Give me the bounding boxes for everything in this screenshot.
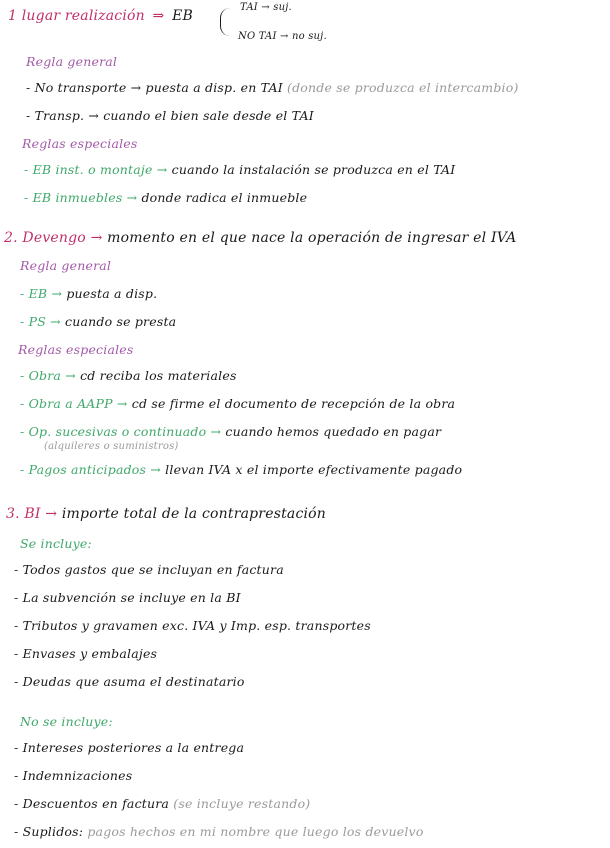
s3-noinc-item-1: - Intereses posteriores a la entrega bbox=[14, 740, 245, 755]
s2-general-item-1 bbox=[20, 286, 157, 301]
no-tai-line: NO TAI → no suj. bbox=[238, 31, 327, 42]
s2-general-item-2-text: cuando se presta bbox=[65, 314, 177, 329]
s1-especial-item-1 bbox=[24, 162, 455, 177]
s1-especial-item-2-label: - EB inmuebles → bbox=[24, 190, 138, 205]
s2-especial-item-2 bbox=[20, 396, 455, 411]
s3-noinc-item-4-text: pagos hechos en mi nombre que luego los devuelvo bbox=[87, 824, 424, 839]
s2-general-item-2 bbox=[20, 314, 176, 329]
s2-especial-item-3-text: cuando hemos quedado en pagar bbox=[225, 424, 442, 439]
s2-reglas-especiales: Reglas especiales bbox=[18, 342, 134, 357]
eb-label: EB bbox=[172, 8, 194, 24]
s1-especial-item-2-text: donde radica el inmueble bbox=[141, 190, 308, 205]
s2-especial-item-4-text: llevan IVA x el importe efectivamente pagado bbox=[165, 462, 463, 477]
s3-noinc-item-4 bbox=[14, 824, 424, 839]
s2-especial-item-3-note: (alquileres o suministros) bbox=[44, 441, 179, 452]
section-1-title: 1 lugar realización bbox=[8, 8, 145, 24]
s3-noinc-item-2: - Indemnizaciones bbox=[14, 768, 133, 783]
s2-general-item-1-label: - EB → bbox=[20, 286, 63, 301]
s2-especial-item-2-label: - Obra a AAPP → bbox=[20, 396, 128, 411]
s2-regla-general: Regla general bbox=[20, 258, 112, 273]
s1-general-item-2: - Transp. → cuando el bien sale desde el TAI bbox=[26, 108, 314, 123]
s2-especial-item-2-text: cd se firme el documento de recepción de la obra bbox=[131, 396, 456, 411]
section-2-header bbox=[4, 230, 516, 246]
implies-arrow: ⇒ bbox=[152, 8, 165, 24]
section-3-title: 3. BI → bbox=[6, 506, 58, 522]
s2-especial-item-3 bbox=[20, 424, 441, 439]
s3-no-se-incluye: No se incluye: bbox=[20, 714, 113, 729]
s3-inc-item: - Deudas que asuma el destinatario bbox=[14, 674, 245, 689]
s3-noinc-item-3 bbox=[14, 796, 310, 811]
s2-general-item-1-text: puesta a disp. bbox=[66, 286, 158, 301]
s3-noinc-item-3-text: - Descuentos en factura bbox=[14, 796, 170, 811]
s2-especial-item-1 bbox=[20, 368, 237, 383]
s1-regla-general: Regla general bbox=[26, 54, 118, 69]
section-2-title: 2. Devengo → bbox=[4, 230, 103, 246]
s1-especial-item-1-text: cuando la instalación se produzca en el TAI bbox=[171, 162, 456, 177]
s3-inc-item: - La subvención se incluye en la BI bbox=[14, 590, 241, 605]
s1-general-item-1-text: - No transporte → puesta a disp. en TAI bbox=[26, 80, 283, 95]
section-3-definition: importe total de la contraprestación bbox=[61, 506, 327, 522]
s2-especial-item-1-text: cd reciba los materiales bbox=[80, 368, 237, 383]
s2-especial-item-4 bbox=[20, 462, 462, 477]
s2-especial-item-1-label: - Obra → bbox=[20, 368, 76, 383]
s3-inc-item: - Tributos y gravamen exc. IVA y Imp. esp. transportes bbox=[14, 618, 371, 633]
section-1-header bbox=[8, 8, 193, 24]
bracket-shape bbox=[220, 8, 235, 36]
s3-se-incluye: Se incluye: bbox=[20, 536, 92, 551]
tai-line: TAI → suj. bbox=[240, 2, 292, 13]
s2-especial-item-3-label: - Op. sucesivas o continuado → bbox=[20, 424, 222, 439]
s1-reglas-especiales: Reglas especiales bbox=[22, 136, 138, 151]
s3-noinc-item-3-note: (se incluye restando) bbox=[173, 796, 311, 811]
s1-especial-item-1-label: - EB inst. o montaje → bbox=[24, 162, 168, 177]
section-3-header bbox=[6, 506, 326, 522]
s2-general-item-2-label: - PS → bbox=[20, 314, 61, 329]
section-2-definition: momento en el que nace la operación de ingresar el IVA bbox=[107, 230, 517, 246]
s3-noinc-item-4-label: - Suplidos: bbox=[14, 824, 84, 839]
s1-general-item-1 bbox=[26, 80, 519, 95]
s3-inc-item: - Envases y embalajes bbox=[14, 646, 158, 661]
s1-especial-item-2 bbox=[24, 190, 307, 205]
s1-general-item-1-note: (donde se produzca el intercambio) bbox=[287, 80, 519, 95]
s2-especial-item-4-label: - Pagos anticipados → bbox=[20, 462, 161, 477]
s3-inc-item: - Todos gastos que se incluyan en factura bbox=[14, 562, 284, 577]
